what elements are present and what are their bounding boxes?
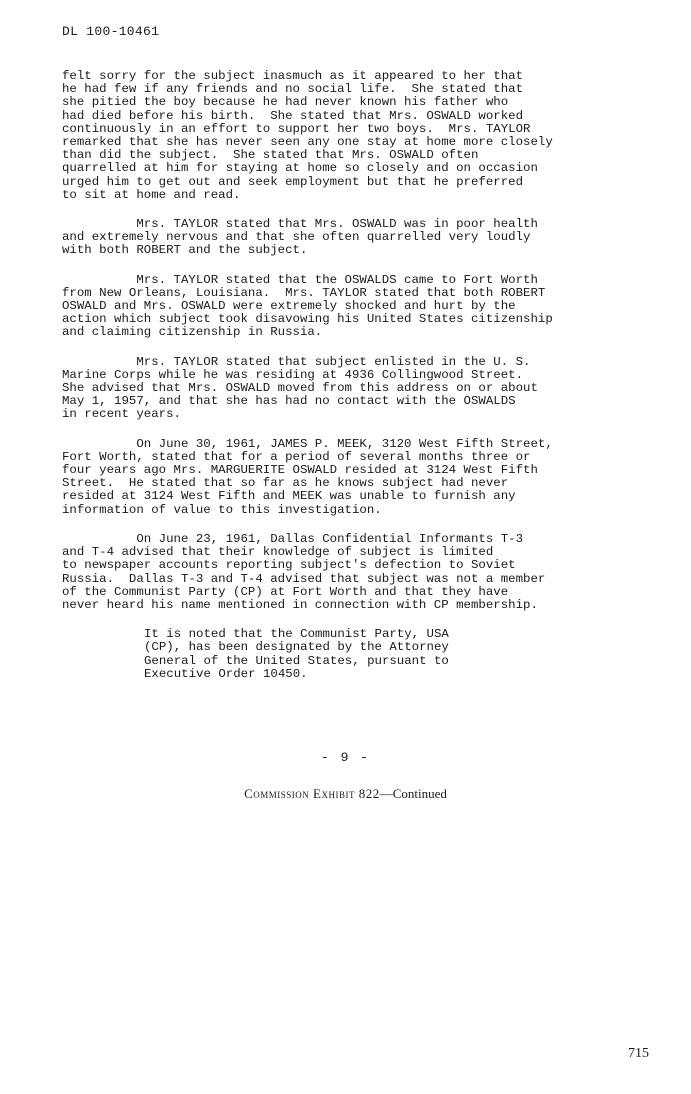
paragraph: felt sorry for the subject inasmuch as it appeared to her that he had few if any friends and no social life. She stated that she pitied the boy because he had never known his father who had died before his birth. She stated that Mrs. OSWALD worked continuously in an effort to support her two boys. Mrs. TAYLOR remarked that she has never seen any one stay at home more closely than did the subject. She stated that Mrs. OSWALD often quarrelled at him for staying at home so closely and on occasion urged him to get out and seek employment but that he preferred to sit at home and read. [62,69,553,202]
exhibit-caption [0,786,691,802]
paragraph: On June 30, 1961, JAMES P. MEEK, 3120 West Fifth Street, Fort Worth, stated that for a period of several months three or four years ago Mrs. MARGUERITE OSWALD resided at 3124 West Fifth Street. He stated that so far as he knows subject had never resided at 3124 West Fifth and MEEK was unable to furnish any information of value to this investigation. [62,436,553,517]
exhibit-suffix: —Continued [379,786,447,801]
volume-page-number: 715 [628,1046,649,1061]
paragraph: Mrs. TAYLOR stated that the OSWALDS came to Fort Worth from New Orleans, Louisiana. Mrs. TAYLOR stated that both ROBERT OSWALD and Mrs. OSWALD were extremely shocked and hurt by the action which subject took disavowing his United States citizenship and claiming citizenship in Russia. [62,272,553,340]
page-number: - 9 - [320,750,370,765]
paragraph: Mrs. TAYLOR stated that subject enlisted in the U. S. Marine Corps while he was residing at 4936 Collingwood Street. She advised that Mrs. OSWALD moved from this address on or about May 1, 1957, and that she has had no contact with the OSWALDS in recent years. [62,354,538,422]
file-number: DL 100-10461 [62,24,160,39]
paragraph: Mrs. TAYLOR stated that Mrs. OSWALD was in poor health and extremely nervous and that she often quarrelled very loudly with both ROBERT and the subject. [62,217,538,258]
exhibit-title: Commission Exhibit 822 [244,786,380,801]
indented-note: It is noted that the Communist Party, USA (CP), has been designated by the Attorney General of the United States, pursuant to Executive Order 10450. [144,627,449,681]
paragraph: On June 23, 1961, Dallas Confidential Informants T-3 and T-4 advised that their knowledge of subject is limited to newspaper accounts reporting subject's defection to Soviet Russia. Dallas T-3 and T-4 advised that subject was not a member of the Communist Party (CP) at Fort Worth and that they have never heard his name mentioned in connection with CP membership. [62,531,546,612]
document-body [62,70,642,697]
